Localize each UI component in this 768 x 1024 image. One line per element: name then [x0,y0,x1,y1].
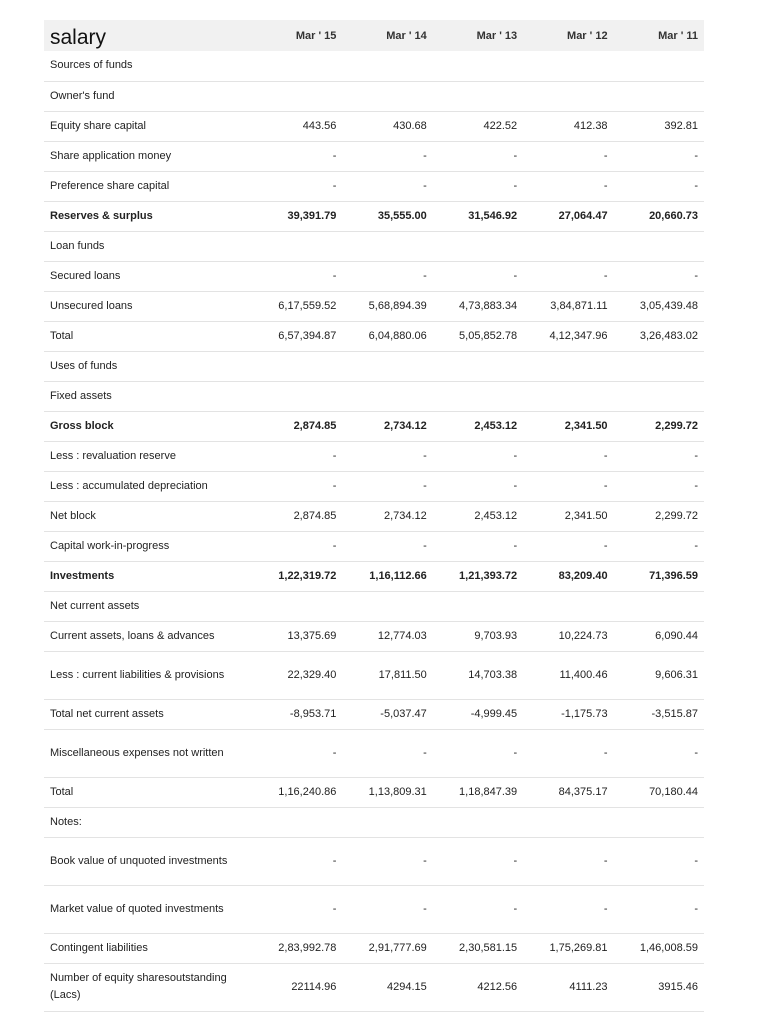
cell-value: 11,400.46 [523,651,613,699]
row-label: Number of equity sharesoutstanding (Lacs) [44,963,252,1011]
cell-value: - [433,837,523,885]
table-row [44,963,704,1011]
row-label: Current assets, loans & advances [44,621,252,651]
row-label: Less : accumulated depreciation [44,471,252,501]
cell-value: - [614,531,704,561]
cell-value: - [433,471,523,501]
cell-value: 1,18,847.39 [433,777,523,807]
cell-value: - [523,171,613,201]
row-label: Total net current assets [44,699,252,729]
cell-value: 4,73,883.34 [433,291,523,321]
cell-value [614,381,704,411]
table-row [44,261,704,291]
cell-value: -1,175.73 [523,699,613,729]
cell-value: - [342,729,432,777]
cell-value: - [614,261,704,291]
cell-value: - [523,261,613,291]
table-row [44,201,704,231]
cell-value: 6,57,394.87 [252,321,342,351]
cell-value [433,51,523,81]
table-body [44,51,704,1011]
cell-value [614,591,704,621]
cell-value: 5,05,852.78 [433,321,523,351]
cell-value: - [433,441,523,471]
row-label: Share application money [44,141,252,171]
cell-value [614,51,704,81]
table-row [44,291,704,321]
row-label: Total [44,777,252,807]
cell-value: - [252,837,342,885]
cell-value: - [252,261,342,291]
cell-value [252,51,342,81]
cell-value: 71,396.59 [614,561,704,591]
cell-value: - [342,471,432,501]
cell-value [252,231,342,261]
cell-value: -3,515.87 [614,699,704,729]
cell-value: 35,555.00 [342,201,432,231]
cell-value: 3,84,871.11 [523,291,613,321]
cell-value [433,351,523,381]
cell-value: 2,453.12 [433,501,523,531]
cell-value [342,807,432,837]
cell-value: - [342,837,432,885]
cell-value: - [342,141,432,171]
cell-value: 83,209.40 [523,561,613,591]
row-label: Less : current liabilities & provisions [44,651,252,699]
row-label: Owner's fund [44,81,252,111]
cell-value: 6,04,880.06 [342,321,432,351]
column-header-mar-15: Mar ' 15 [295,29,337,42]
row-label: Unsecured loans [44,291,252,321]
cell-value: 2,299.72 [614,501,704,531]
cell-value: 22114.96 [252,963,342,1011]
cell-value: - [523,471,613,501]
cell-value: 27,064.47 [523,201,613,231]
cell-value: - [614,837,704,885]
cell-value: - [433,261,523,291]
cell-value: - [342,531,432,561]
cell-value: 39,391.79 [252,201,342,231]
cell-value: 2,341.50 [523,501,613,531]
cell-value: - [614,729,704,777]
table-row [44,651,704,699]
cell-value: 6,17,559.52 [252,291,342,321]
balance-sheet [44,20,704,1012]
cell-value [433,381,523,411]
cell-value [342,231,432,261]
row-label: Gross block [44,411,252,441]
cell-value: 17,811.50 [342,651,432,699]
table-row [44,231,704,261]
cell-value: 4294.15 [342,963,432,1011]
cell-value [433,807,523,837]
column-header-mar-14: Mar ' 14 [386,29,427,42]
row-label: Uses of funds [44,351,252,381]
column-header-mar-11: Mar ' 11 [658,29,698,42]
row-label: Capital work-in-progress [44,531,252,561]
cell-value: 5,68,894.39 [342,291,432,321]
cell-value: 2,341.50 [523,411,613,441]
cell-value: 1,13,809.31 [342,777,432,807]
cell-value: 20,660.73 [614,201,704,231]
cell-value: - [342,441,432,471]
table-row [44,807,704,837]
row-label: Reserves & surplus [44,201,252,231]
column-header-mar-12: Mar ' 12 [567,29,608,42]
row-label: Equity share capital [44,111,252,141]
cell-value: 13,375.69 [252,621,342,651]
cell-value: 1,46,008.59 [614,933,704,963]
cell-value [523,381,613,411]
cell-value: 3,05,439.48 [614,291,704,321]
cell-value: - [252,729,342,777]
cell-value: 12,774.03 [342,621,432,651]
cell-value: - [342,261,432,291]
cell-value: 3,26,483.02 [614,321,704,351]
table-row [44,111,704,141]
cell-value [523,807,613,837]
cell-value: - [433,141,523,171]
cell-value: -8,953.71 [252,699,342,729]
table-row [44,441,704,471]
table-row [44,381,704,411]
table-row [44,171,704,201]
cell-value: 1,16,112.66 [342,561,432,591]
cell-value: 10,224.73 [523,621,613,651]
cell-value: 3915.46 [614,963,704,1011]
table-title: salary [50,25,107,49]
cell-value: 14,703.38 [433,651,523,699]
table-row [44,621,704,651]
table-row [44,81,704,111]
cell-value [523,51,613,81]
cell-value: - [614,141,704,171]
cell-value: 2,734.12 [342,501,432,531]
cell-value: 412.38 [523,111,613,141]
row-label: Market value of quoted investments [44,885,252,933]
cell-value: 443.56 [252,111,342,141]
row-label: Secured loans [44,261,252,291]
cell-value: 4111.23 [523,963,613,1011]
cell-value: 2,453.12 [433,411,523,441]
cell-value: - [433,885,523,933]
cell-value [614,81,704,111]
row-label: Net block [44,501,252,531]
row-label: Sources of funds [44,51,252,81]
cell-value [523,81,613,111]
cell-value: - [523,141,613,171]
cell-value: 9,703.93 [433,621,523,651]
cell-value [252,351,342,381]
table-row [44,699,704,729]
row-label: Loan funds [44,231,252,261]
cell-value [342,351,432,381]
cell-value: 22,329.40 [252,651,342,699]
table-header-row [44,20,704,51]
cell-value: - [252,531,342,561]
cell-value: 31,546.92 [433,201,523,231]
cell-value: 9,606.31 [614,651,704,699]
cell-value [252,381,342,411]
cell-value [252,81,342,111]
table-row [44,141,704,171]
cell-value: - [614,471,704,501]
cell-value: 70,180.44 [614,777,704,807]
cell-value: - [523,729,613,777]
table-row [44,411,704,441]
cell-value: 392.81 [614,111,704,141]
cell-value: -5,037.47 [342,699,432,729]
column-header-mar-13: Mar ' 13 [476,29,518,42]
cell-value [614,351,704,381]
cell-value [523,351,613,381]
table-row [44,729,704,777]
cell-value: - [342,885,432,933]
cell-value [342,51,432,81]
table-row [44,321,704,351]
cell-value: 422.52 [433,111,523,141]
cell-value: 2,299.72 [614,411,704,441]
cell-value: 84,375.17 [523,777,613,807]
cell-value: 2,874.85 [252,501,342,531]
cell-value: - [342,171,432,201]
cell-value: - [433,729,523,777]
cell-value [523,591,613,621]
cell-value: 2,30,581.15 [433,933,523,963]
cell-value [614,231,704,261]
financial-table [44,20,704,1012]
table-row [44,471,704,501]
table-row [44,351,704,381]
cell-value: 6,090.44 [614,621,704,651]
cell-value [342,591,432,621]
cell-value [614,807,704,837]
cell-value: 4,12,347.96 [523,321,613,351]
cell-value [523,231,613,261]
cell-value: - [614,441,704,471]
cell-value: 430.68 [342,111,432,141]
row-label: Book value of unquoted investments [44,837,252,885]
cell-value: - [252,441,342,471]
cell-value: - [523,531,613,561]
cell-value: 1,16,240.86 [252,777,342,807]
table-row [44,501,704,531]
row-label: Miscellaneous expenses not written [44,729,252,777]
row-label: Less : revaluation reserve [44,441,252,471]
cell-value [342,381,432,411]
cell-value: 2,874.85 [252,411,342,441]
cell-value [252,591,342,621]
cell-value: - [433,531,523,561]
cell-value: - [252,885,342,933]
table-row [44,777,704,807]
cell-value: - [523,837,613,885]
cell-value: 2,734.12 [342,411,432,441]
table-row [44,531,704,561]
cell-value: 2,91,777.69 [342,933,432,963]
row-label: Notes: [44,807,252,837]
cell-value: - [614,885,704,933]
row-label: Preference share capital [44,171,252,201]
cell-value [433,591,523,621]
cell-value: 2,83,992.78 [252,933,342,963]
row-label: Net current assets [44,591,252,621]
cell-value: - [523,441,613,471]
table-row [44,933,704,963]
cell-value: 1,21,393.72 [433,561,523,591]
cell-value: - [252,471,342,501]
cell-value [252,807,342,837]
cell-value: 1,75,269.81 [523,933,613,963]
cell-value: - [523,885,613,933]
cell-value [342,81,432,111]
cell-value: - [614,171,704,201]
cell-value: 1,22,319.72 [252,561,342,591]
table-row [44,561,704,591]
row-label: Fixed assets [44,381,252,411]
table-row [44,885,704,933]
cell-value: 4212.56 [433,963,523,1011]
row-label: Contingent liabilities [44,933,252,963]
table-row [44,837,704,885]
table-row [44,51,704,81]
table-row [44,591,704,621]
row-label: Total [44,321,252,351]
cell-value: - [252,171,342,201]
cell-value: - [252,141,342,171]
cell-value [433,81,523,111]
row-label: Investments [44,561,252,591]
cell-value: -4,999.45 [433,699,523,729]
cell-value [433,231,523,261]
cell-value: - [433,171,523,201]
